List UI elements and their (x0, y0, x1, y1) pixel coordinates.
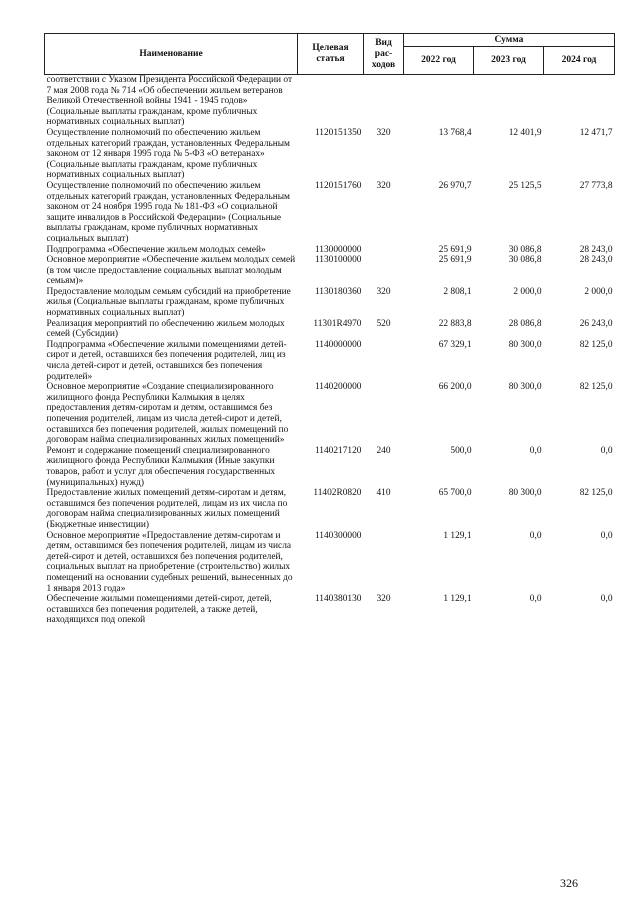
row-name: Ремонт и содержание помещений специализированного жилищного фонда Республики Калмыкия (Иные закупки товаров, работ и услуг для обеспечения государственных (муниципальных) нужд) (46, 445, 276, 488)
row-name: Осуществление полномочий по обеспечению жильем отдельных категорий граждан, установленных Федеральным законом от 24 ноября 1995 года № 181-ФЗ «О социальной защите инвалидов в Российской Федерации» (Социальные выплаты гражданам, кроме публичных нормативных социальных выплат) (46, 180, 290, 244)
row-target-article: 1130000000 (314, 244, 362, 255)
row-sum-2022: 13 768,4 (438, 127, 472, 138)
header-year-2024: 2024 год (544, 47, 615, 75)
row-sum-2023: 12 401,9 (508, 127, 542, 138)
row-sum-2022: 2 808,1 (443, 286, 472, 297)
row-expense-type: 320 (376, 180, 391, 191)
row-sum-2024: 82 125,0 (579, 488, 613, 499)
row-target-article: 1130100000 (314, 255, 362, 266)
row-sum-2023: 0,0 (529, 530, 542, 541)
header-name: Наименование (45, 34, 298, 75)
row-sum-2022 (404, 75, 474, 128)
row-name: Осуществление полномочий по обеспечению жильем отдельных категорий граждан, установленных Федеральным законом от 12 января 1995 года № 5-ФЗ «О ветеранах» (Социальные выплаты гражданам, кроме публичных нормативных социальных выплат) (46, 127, 290, 181)
table-row (45, 382, 615, 446)
row-sum-2022: 500,0 (450, 445, 472, 456)
page-number: 326 (560, 876, 578, 890)
table-row (45, 287, 615, 319)
row-sum-2024 (544, 75, 615, 128)
table-row (45, 319, 615, 340)
row-target-article: 11301R4970 (313, 318, 362, 329)
row-name: Реализация мероприятий по обеспечению жильем молодых семей (Субсидии) (46, 318, 285, 340)
header-expense-type: Вид рас-ходов (364, 34, 404, 75)
row-expense-type: 320 (376, 127, 391, 138)
row-sum-2022: 65 700,0 (438, 488, 472, 499)
table-row (45, 128, 615, 181)
row-sum-2023: 30 086,8 (508, 244, 542, 255)
row-target-article: 1130180360 (314, 286, 362, 297)
row-sum-2024: 26 243,0 (579, 318, 613, 329)
row-name: Основное мероприятие «Обеспечение жильем молодых семей (в том числе предоставление социальных выплат молодым семьям)» (46, 255, 296, 287)
row-sum-2024: 82 125,0 (579, 382, 613, 393)
row-target-article (298, 75, 364, 128)
row-target-article: 1140217120 (314, 445, 362, 456)
row-sum-2024: 12 471,7 (579, 127, 613, 138)
row-sum-2023: 2 000,0 (513, 286, 542, 297)
row-expense-type: 410 (376, 488, 391, 499)
table-row (45, 340, 615, 382)
table-row (45, 245, 615, 256)
row-sum-2023: 25 125,5 (508, 180, 542, 191)
table-row (45, 181, 615, 245)
row-name: соответствии с Указом Президента Российской Федерации от 7 мая 2008 года № 714 «Об обеспечении жильем ветеранов Великой Отечественной войны 1941 - 1945 годов» (Социальные выплаты гражданам, кроме публичных нормативных социальных выплат) (46, 75, 293, 128)
row-expense-type (364, 245, 404, 256)
table-row (45, 255, 615, 287)
row-expense-type (364, 340, 404, 382)
row-name: Подпрограмма «Обеспечение жилыми помещениями детей-сирот и детей, оставшихся без попечения родителей, лиц из числа детей-сирот и детей, оставшихся без попечения родителей» (46, 339, 287, 382)
row-target-article: 1120151760 (314, 180, 362, 191)
row-sum-2022: 26 970,7 (438, 180, 472, 191)
row-target-article: 1140200000 (314, 382, 362, 393)
row-sum-2022: 25 691,9 (438, 244, 472, 255)
table-row (45, 488, 615, 530)
row-sum-2024: 0,0 (600, 445, 613, 456)
row-sum-2024: 27 773,8 (579, 180, 613, 191)
row-name: Основное мероприятие «Предоставление детям-сиротам и детям, оставшимся без попечения родителей, лицам из числа детей-сирот и детей, оставшихся без попечения родителей, социальных выплат на приобретение (строительство) жилых помещений на основании судебных решений, вынесенных до 1 января 2013 года» (46, 530, 293, 594)
table-row (45, 531, 615, 595)
row-expense-type: 320 (376, 286, 391, 297)
row-sum-2024: 28 243,0 (579, 255, 613, 266)
row-target-article: 1140380130 (314, 594, 362, 605)
row-sum-2022: 22 883,8 (438, 318, 472, 329)
row-sum-2023: 80 300,0 (508, 488, 542, 499)
row-target-article: 1140300000 (314, 530, 362, 541)
row-sum-2022: 25 691,9 (438, 255, 472, 266)
row-expense-type (364, 255, 404, 287)
row-sum-2024: 2 000,0 (584, 286, 613, 297)
row-expense-type: 520 (376, 318, 391, 329)
row-sum-2023: 80 300,0 (508, 339, 542, 350)
row-sum-2022: 67 329,1 (438, 339, 472, 350)
row-target-article: 11402R0820 (313, 488, 362, 499)
row-expense-type: 320 (376, 594, 391, 605)
row-target-article: 1120151350 (314, 127, 362, 138)
row-sum-2023: 0,0 (529, 445, 542, 456)
row-expense-type: 240 (376, 445, 391, 456)
table-row (45, 75, 615, 128)
row-sum-2023: 30 086,8 (508, 255, 542, 266)
header-sum: Сумма (404, 34, 615, 47)
row-sum-2023: 28 086,8 (508, 318, 542, 329)
header-year-2023: 2023 год (474, 47, 544, 75)
row-name: Подпрограмма «Обеспечение жильем молодых семей» (46, 244, 266, 255)
row-name: Предоставление молодым семьям субсидий на приобретение жилья (Социальные выплаты гражданам, кроме публичных нормативных социальных выплат) (46, 286, 291, 319)
row-sum-2022: 1 129,1 (443, 530, 472, 541)
row-sum-2023: 0,0 (529, 594, 542, 605)
row-name: Обеспечение жилыми помещениями детей-сирот, детей, оставшихся без попечения родителей, а также детей, находящихся под опекой (46, 594, 272, 626)
row-sum-2022: 66 200,0 (438, 382, 472, 393)
row-sum-2024: 0,0 (600, 530, 613, 541)
row-expense-type (364, 75, 404, 128)
row-name: Основное мероприятие «Создание специализированного жилищного фонда Республики Калмыкия в целях предоставления детям-сиротам и детям, оставшимся без попечения родителей, лицам из числа детей-сирот и детей, оставшихся без попечения родителей, жилых помещений по договорам найма специализированных жилых помещений» (46, 382, 289, 446)
row-sum-2024: 82 125,0 (579, 339, 613, 350)
row-sum-2022: 1 129,1 (443, 594, 472, 605)
row-sum-2023: 80 300,0 (508, 382, 542, 393)
header-year-2022: 2022 год (404, 47, 474, 75)
row-sum-2023 (474, 75, 544, 128)
row-sum-2024: 28 243,0 (579, 244, 613, 255)
budget-table (44, 33, 615, 626)
table-row (45, 594, 615, 626)
row-expense-type (364, 382, 404, 446)
row-expense-type (364, 531, 404, 595)
row-name: Предоставление жилых помещений детям-сиротам и детям, оставшимся без попечения родителей, лицам из их числа по договорам найма специализированных жилых помещений (Бюджетные инвестиции) (46, 488, 288, 530)
row-sum-2024: 0,0 (600, 594, 613, 605)
header-target-article: Целевая статья (298, 34, 364, 75)
row-target-article: 1140000000 (314, 339, 362, 350)
table-row (45, 446, 615, 488)
